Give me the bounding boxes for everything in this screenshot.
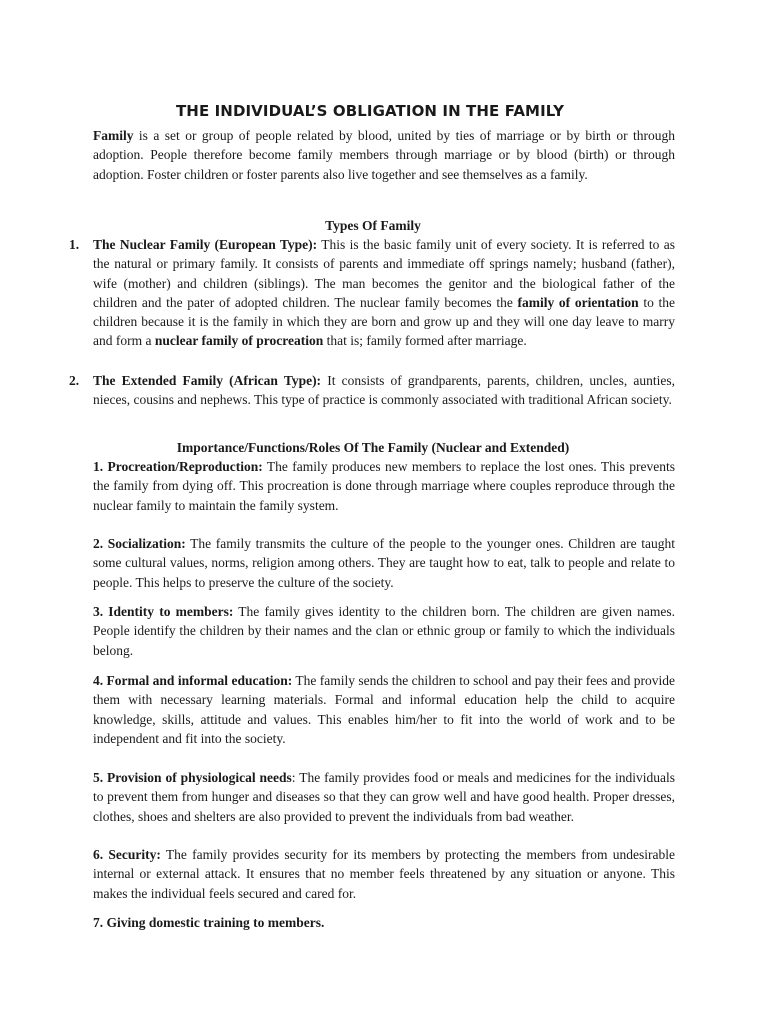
function-text: : The family provides food or meals and medicines for the individuals to prevent them from hunger and diseases so that they can grow well and have good health. Proper dresses, clothes, shoes and shelters are also provided to prevent the individuals from bad weather. <box>93 770 675 824</box>
type-item-text: to the children because it is the family in which they are born and grow up and they will one day leave to marry and form a <box>93 294 675 349</box>
intro-term: Family <box>93 128 134 143</box>
type-item-number: 1. <box>69 237 80 252</box>
function-term: 6. Security: <box>93 847 161 862</box>
type-item-text: This is the basic family unit of every society. It is referred to as the natural or primary family. It consists of parents and immediate off springs namely; husband (father), wife (mother) and children (siblings). The man becomes the genitor and the biological father of the children and the pater of adopted children. The nuclear family becomes the <box>93 237 675 310</box>
function-item-physiological-needs <box>93 768 675 826</box>
function-text: The family sends the children to school and pay their fees and provide them with necessary learning materials. Formal and informal education help the child to acquire knowledge, skills, attitude and values. This enables him/her to fit into the world of work and to be independent and fit into the society. <box>93 673 675 746</box>
function-text: The family provides security for its members by protecting the members from undesirable internal or external attack. It ensures that no member feels threatened by any situation or anyone. This makes the individual feels secured and cared for. <box>93 847 676 901</box>
type-item-bold-phrase: nuclear family of procreation <box>154 333 324 349</box>
function-term: 5. Provision of physiological needs <box>93 770 292 785</box>
intro-text: is a set or group of people related by blood, united by ties of marriage or by birth or through adoption. People therefore become family members through marriage or by blood (birth) or through adoption. Foster children or foster parents also live together and see themselves as a family. <box>93 128 675 182</box>
function-text: The family transmits the culture of the people to the younger ones. Children are taught some cultural values, norms, religion among others. They are taught how to eat, talk to people and relate to people. This helps to preserve the culture of the society. <box>93 536 676 590</box>
type-item-number: 2. <box>69 373 80 388</box>
type-item-nuclear <box>69 235 675 351</box>
type-item-text: It consists of grandparents, parents, children, uncles, aunties, nieces, cousins and nephews. This type of practice is commonly associated with traditional African society. <box>93 373 675 408</box>
type-item-bold-phrase: family of orientation <box>517 294 639 310</box>
types-heading: Types Of Family <box>325 218 421 233</box>
function-item-socialization <box>93 534 675 592</box>
function-term: 2. Socialization: <box>93 536 186 551</box>
function-term: 3. Identity to members: <box>93 604 234 619</box>
function-term: 7. Giving domestic training to members. <box>93 915 325 930</box>
function-item-domestic-training <box>93 913 675 932</box>
type-item-term: The Extended Family (African Type): <box>93 373 322 388</box>
function-item-procreation <box>93 457 675 515</box>
function-term: 1. Procreation/Reproduction: <box>93 459 263 474</box>
intro-paragraph <box>93 126 675 184</box>
function-item-identity <box>93 602 675 660</box>
type-item-term: The Nuclear Family (European Type): <box>93 237 318 252</box>
function-item-security <box>93 845 675 903</box>
functions-heading: Importance/Functions/Roles Of The Family (Nuclear and Extended) <box>176 440 570 455</box>
type-item-extended <box>69 371 675 410</box>
type-item-body <box>93 235 675 351</box>
function-item-education <box>93 671 675 748</box>
function-text: The family produces new members to replace the lost ones. This prevents the family from dying off. This procreation is done through marriage where couples reproduce through the nuclear family to maintain the family system. <box>93 459 675 513</box>
type-item-text: that is; family formed after marriage. <box>323 333 527 349</box>
function-term: 4. Formal and informal education: <box>93 673 293 688</box>
function-text: The family gives identity to the children born. The children are given names. People identify the children by their names and the clan or ethnic group or family to which the individuals belong. <box>93 604 675 658</box>
page-title: THE INDIVIDUAL’S OBLIGATION IN THE FAMILY <box>175 102 565 120</box>
type-item-body <box>93 371 675 410</box>
